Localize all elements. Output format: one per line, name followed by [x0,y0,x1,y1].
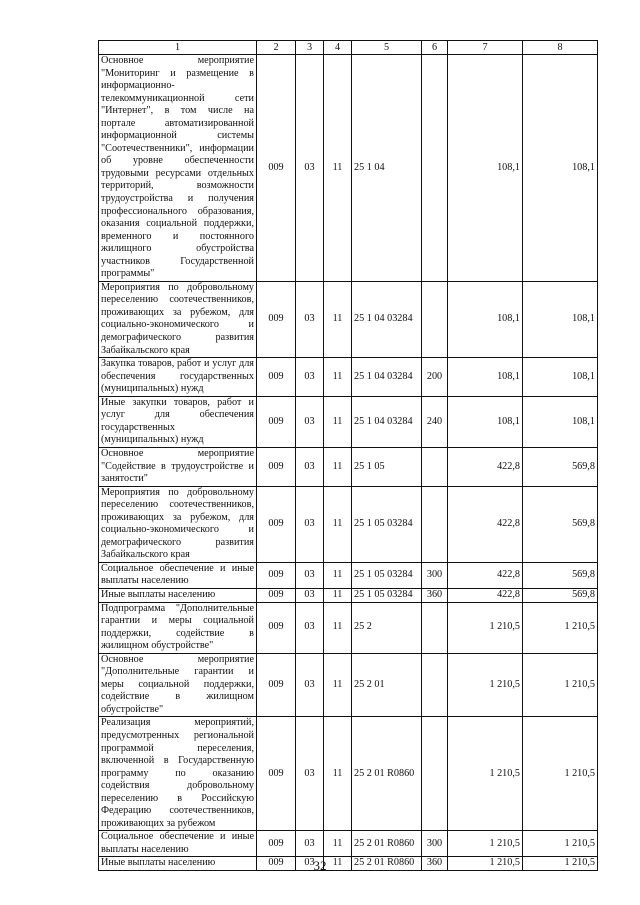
target-article-cell: 25 1 05 [352,447,422,486]
amount-cell: 1 210,5 [448,857,523,871]
target-article-cell: 25 1 04 03284 [352,396,422,447]
subsection-code-cell: 11 [324,602,352,653]
amount-cell: 108,1 [523,358,598,397]
row-name-cell: Реализация мероприятий, предусмотренных региональной программой переселения, включенной в Государственную программу по оказанию содействия добровольному переселению в Российскую Федерацию соотечественников, проживающих за рубежом [99,717,257,831]
amount-cell: 569,8 [523,447,598,486]
ministry-code-cell: 009 [257,447,296,486]
expense-type-cell [422,653,448,717]
target-article-cell: 25 1 05 03284 [352,562,422,588]
target-article-cell: 25 1 05 03284 [352,588,422,602]
ministry-code-cell: 009 [257,831,296,857]
amount-cell: 422,8 [448,447,523,486]
target-article-cell: 25 2 [352,602,422,653]
subsection-code-cell: 11 [324,55,352,282]
subsection-code-cell: 11 [324,396,352,447]
amount-cell: 108,1 [448,396,523,447]
target-article-cell: 25 1 04 03284 [352,358,422,397]
budget-table [98,40,598,871]
section-code-cell: 03 [296,831,324,857]
section-code-cell: 03 [296,486,324,562]
section-code-cell: 03 [296,857,324,871]
ministry-code-cell: 009 [257,55,296,282]
amount-cell: 1 210,5 [523,653,598,717]
row-name-cell: Подпрограмма "Дополнительные гарантии и меры социальной поддержки, содействие в жилищном обустройстве" [99,602,257,653]
expense-type-cell [422,717,448,831]
amount-cell: 1 210,5 [523,717,598,831]
expense-type-cell: 360 [422,857,448,871]
expense-type-cell: 360 [422,588,448,602]
table-row [99,447,598,486]
row-name-cell: Основное мероприятие "Дополнительные гарантии и меры социальной поддержки, содействие в жилищном обустройстве" [99,653,257,717]
column-header: 8 [523,41,598,55]
table-row [99,562,598,588]
row-name-cell: Иные выплаты населению [99,857,257,871]
page-number: 32 [313,858,327,873]
row-name-cell: Основное мероприятие "Содействие в трудоустройстве и занятости" [99,447,257,486]
column-header: 3 [296,41,324,55]
column-header: 7 [448,41,523,55]
subsection-code-cell: 11 [324,588,352,602]
amount-cell: 108,1 [448,281,523,357]
ministry-code-cell: 009 [257,602,296,653]
amount-cell: 569,8 [523,562,598,588]
amount-cell: 108,1 [448,358,523,397]
subsection-code-cell: 11 [324,358,352,397]
row-name-cell: Иные выплаты населению [99,588,257,602]
ministry-code-cell: 009 [257,717,296,831]
table-row [99,717,598,831]
subsection-code-cell: 11 [324,486,352,562]
amount-cell: 1 210,5 [448,602,523,653]
table-row [99,396,598,447]
expense-type-cell [422,447,448,486]
expense-type-cell [422,486,448,562]
header-row [99,41,598,55]
table-row [99,602,598,653]
amount-cell: 1 210,5 [523,831,598,857]
column-header: 5 [352,41,422,55]
column-header: 1 [99,41,257,55]
amount-cell: 1 210,5 [523,857,598,871]
section-code-cell: 03 [296,653,324,717]
subsection-code-cell: 11 [324,653,352,717]
subsection-code-cell: 11 [324,281,352,357]
table-row [99,281,598,357]
table-row [99,831,598,857]
amount-cell: 422,8 [448,588,523,602]
section-code-cell: 03 [296,358,324,397]
expense-type-cell: 300 [422,562,448,588]
ministry-code-cell: 009 [257,588,296,602]
amount-cell: 1 210,5 [448,831,523,857]
amount-cell: 108,1 [523,281,598,357]
section-code-cell: 03 [296,562,324,588]
target-article-cell: 25 2 01 [352,653,422,717]
subsection-code-cell: 11 [324,562,352,588]
expense-type-cell: 200 [422,358,448,397]
row-name-cell: Основное мероприятие "Мониторинг и размещение в информационно-телекоммуникационной сети "Интернет", в том числе на портале автоматизированной информационной системы "Соотечественники", информации об уровне обеспеченности трудовыми ресурсами отдельных территорий, возможности трудоустройства и получения профессионального образования, оказания социальной поддержки, временного и постоянного жилищного обустройства участников Государственной программы" [99,55,257,282]
row-name-cell: Иные закупки товаров, работ и услуг для обеспечения государственных (муниципальных) нужд [99,396,257,447]
row-name-cell: Закупка товаров, работ и услуг для обеспечения государственных (муниципальных) нужд [99,358,257,397]
section-code-cell: 03 [296,281,324,357]
ministry-code-cell: 009 [257,281,296,357]
expense-type-cell [422,55,448,282]
ministry-code-cell: 009 [257,653,296,717]
section-code-cell: 03 [296,602,324,653]
table-row [99,653,598,717]
target-article-cell: 25 1 05 03284 [352,486,422,562]
ministry-code-cell: 009 [257,486,296,562]
section-code-cell: 03 [296,717,324,831]
expense-type-cell [422,281,448,357]
amount-cell: 569,8 [523,486,598,562]
target-article-cell: 25 1 04 03284 [352,281,422,357]
row-name-cell: Мероприятия по добровольному переселению соотечественников, проживающих за рубежом, для социально-экономического и демографического развития Забайкальского края [99,486,257,562]
amount-cell: 422,8 [448,486,523,562]
row-name-cell: Социальное обеспечение и иные выплаты населению [99,562,257,588]
column-header: 6 [422,41,448,55]
column-header: 4 [324,41,352,55]
expense-type-cell [422,602,448,653]
amount-cell: 569,8 [523,588,598,602]
amount-cell: 1 210,5 [448,653,523,717]
subsection-code-cell: 11 [324,717,352,831]
ministry-code-cell: 009 [257,358,296,397]
ministry-code-cell: 009 [257,562,296,588]
amount-cell: 108,1 [448,55,523,282]
table-row [99,588,598,602]
target-article-cell: 25 2 01 R0860 [352,831,422,857]
ministry-code-cell: 009 [257,857,296,871]
table-row [99,486,598,562]
amount-cell: 108,1 [523,396,598,447]
subsection-code-cell: 11 [324,857,352,871]
table-row [99,55,598,282]
subsection-code-cell: 11 [324,447,352,486]
expense-type-cell: 240 [422,396,448,447]
target-article-cell: 25 2 01 R0860 [352,717,422,831]
expense-type-cell: 300 [422,831,448,857]
ministry-code-cell: 009 [257,396,296,447]
section-code-cell: 03 [296,588,324,602]
section-code-cell: 03 [296,396,324,447]
row-name-cell: Социальное обеспечение и иные выплаты населению [99,831,257,857]
target-article-cell: 25 1 04 [352,55,422,282]
section-code-cell: 03 [296,55,324,282]
table-row [99,358,598,397]
section-code-cell: 03 [296,447,324,486]
column-header: 2 [257,41,296,55]
target-article-cell: 25 2 01 R0860 [352,857,422,871]
amount-cell: 1 210,5 [448,717,523,831]
amount-cell: 422,8 [448,562,523,588]
subsection-code-cell: 11 [324,831,352,857]
amount-cell: 108,1 [523,55,598,282]
row-name-cell: Мероприятия по добровольному переселению соотечественников, проживающих за рубежом, для социально-экономического и демографического развития Забайкальского края [99,281,257,357]
amount-cell: 1 210,5 [523,602,598,653]
